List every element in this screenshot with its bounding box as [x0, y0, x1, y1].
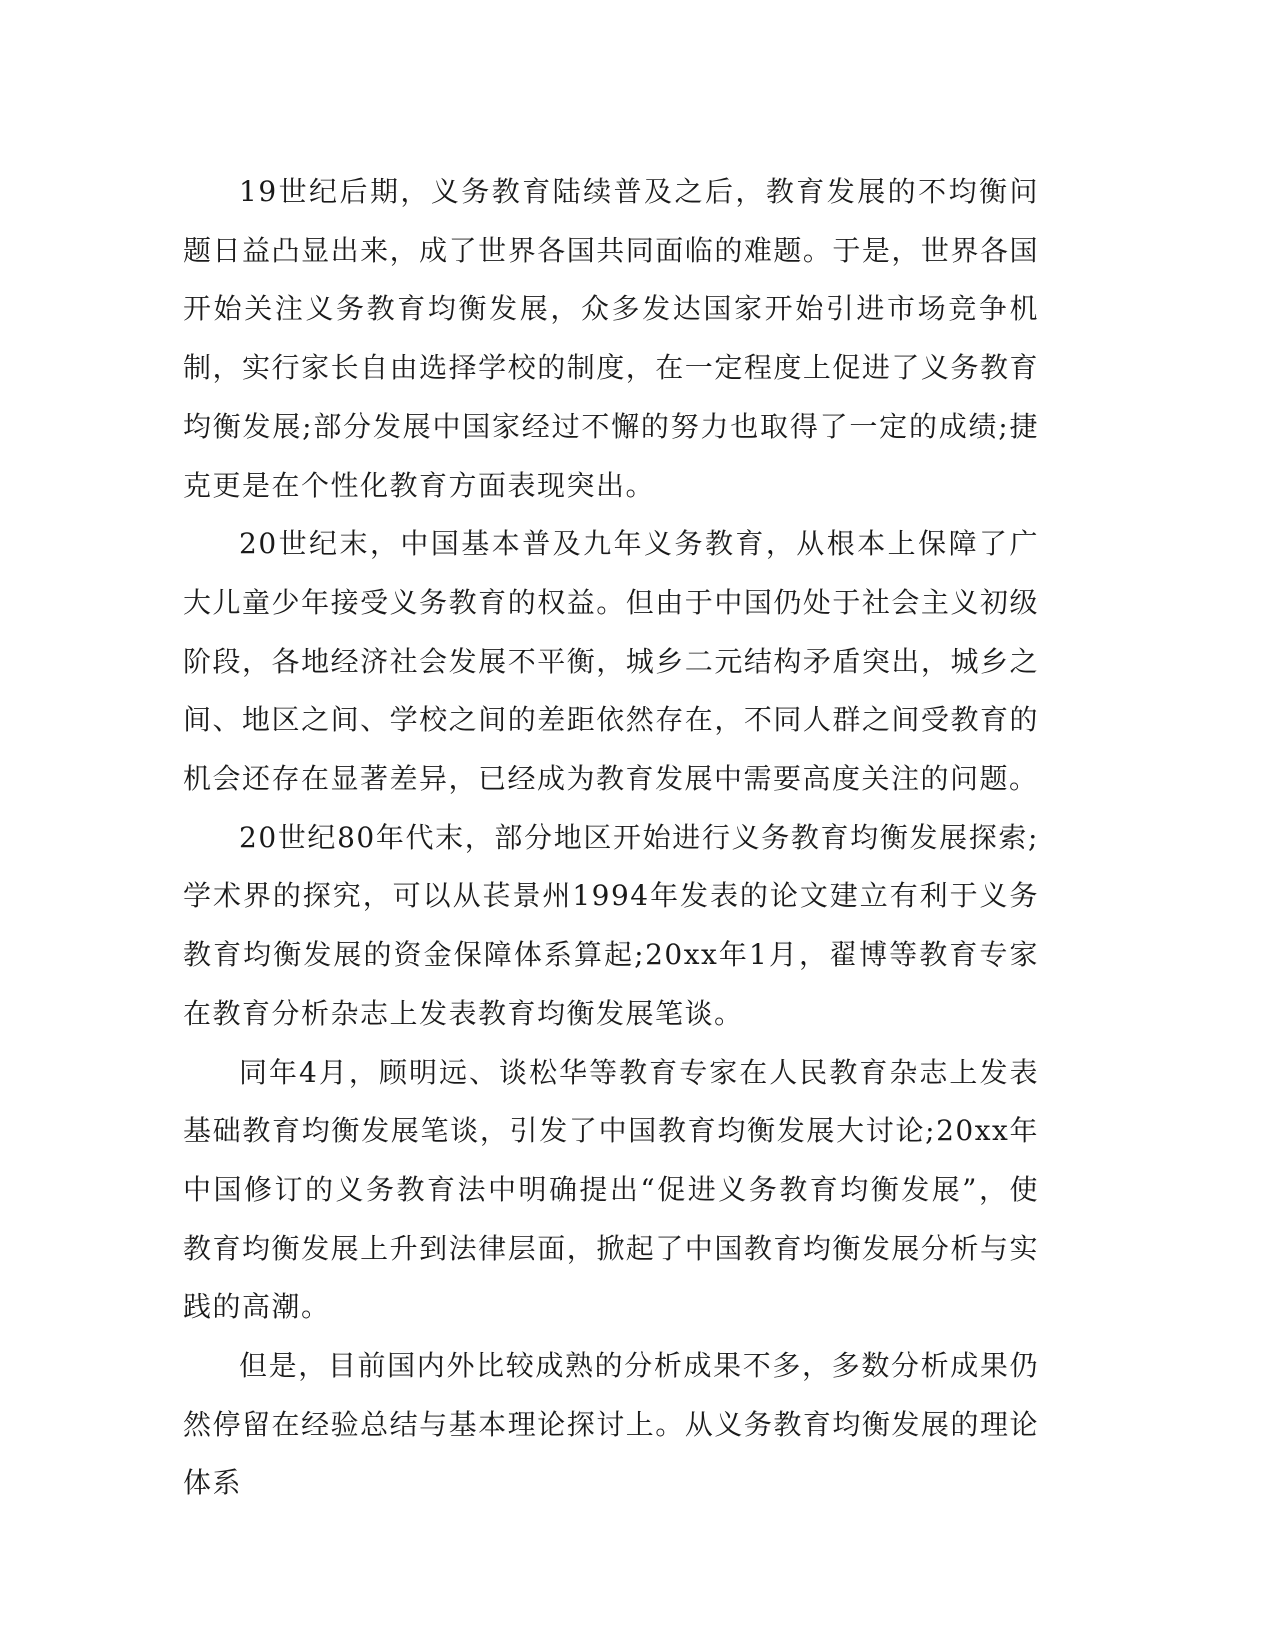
paragraph-2: 20世纪末，中国基本普及九年义务教育，从根本上保障了广大儿童少年接受义务教育的权益。但由于中国仍处于社会主义初级阶段，各地经济社会发展不平衡，城乡二元结构矛盾突出，城乡之间、地区之间、学校之间的差距依然存在，不同人群之间受教育的机会还存在显著差异，已经成为教育发展中需要高度关注的问题。 [183, 527, 1039, 796]
paragraph-3: 20世纪80年代末，部分地区开始进行义务教育均衡发展探索;学术界的探究，可以从苌景州1994年发表的论文建立有利于义务教育均衡发展的资金保障体系算起;20xx年1月，翟博等教育专家在教育分析杂志上发表教育均衡发展笔谈。 [183, 820, 1039, 1030]
paragraph-1: 19世纪后期，义务教育陆续普及之后，教育发展的不均衡问题日益凸显出来，成了世界各国共同面临的难题。于是，世界各国开始关注义务教育均衡发展，众多发达国家开始引进市场竞争机制，实行家长自由选择学校的制度，在一定程度上促进了义务教育均衡发展;部分发展中国家经过不懈的努力也取得了一定的成绩;捷克更是在个性化教育方面表现突出。 [183, 175, 1039, 502]
body-text [183, 163, 1039, 1513]
paragraph-4: 同年4月，顾明远、谈松华等教育专家在人民教育杂志上发表基础教育均衡发展笔谈，引发了中国教育均衡发展大讨论;20xx年中国修订的义务教育法中明确提出“促进义务教育均衡发展”，使教育均衡发展上升到法律层面，掀起了中国教育均衡发展分析与实践的高潮。 [183, 1055, 1039, 1324]
paragraph-5: 但是，目前国内外比较成熟的分析成果不多，多数分析成果仍然停留在经验总结与基本理论探讨上。从义务教育均衡发展的理论体系 [183, 1349, 1039, 1500]
